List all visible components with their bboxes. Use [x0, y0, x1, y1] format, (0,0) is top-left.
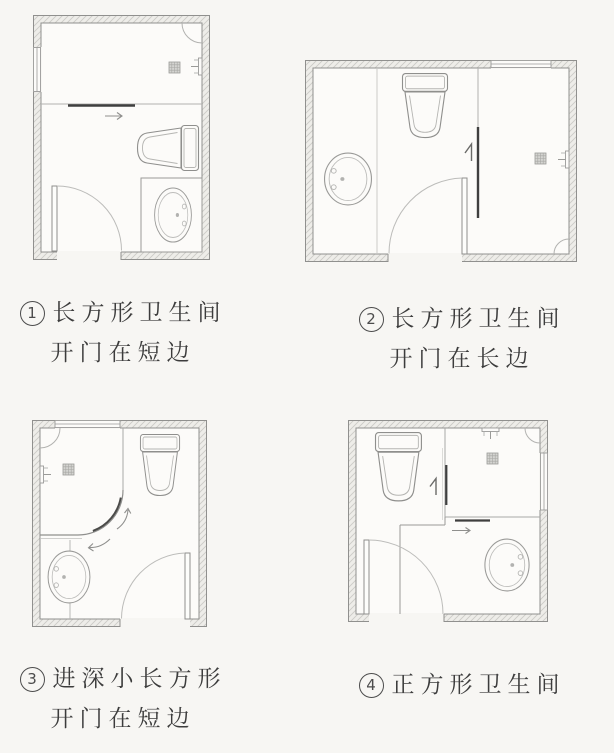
- sink-icon: [325, 153, 372, 205]
- floor-drain-icon: [63, 464, 74, 475]
- window: [539, 453, 548, 510]
- circled-number: 2: [359, 307, 384, 332]
- door-opening: [388, 253, 462, 262]
- floor-drain-icon: [535, 153, 546, 164]
- caption-line: [8, 294, 238, 332]
- floor-plan-1-drawing: [33, 15, 210, 260]
- door-opening: [57, 251, 121, 260]
- caption-1: [8, 294, 238, 372]
- window: [491, 60, 551, 69]
- floor-plan-4: [348, 420, 548, 622]
- caption-4: [342, 666, 582, 704]
- sink-icon: [48, 551, 90, 603]
- window: [33, 47, 42, 92]
- caption-line: [8, 334, 238, 372]
- sink-icon: [485, 539, 529, 591]
- caption-text: 长方形卫生间: [52, 300, 227, 326]
- floor-plan-3-drawing: [32, 420, 207, 627]
- floor-plan-1: [33, 15, 210, 260]
- floor-plan-2-drawing: [305, 60, 577, 262]
- floor-drain-icon: [487, 453, 498, 464]
- door-leaf: [185, 553, 190, 619]
- caption-2: [342, 300, 582, 378]
- floor-plan-3: [32, 420, 207, 627]
- door-opening: [120, 618, 190, 627]
- floor-plan-4-drawing: [348, 420, 548, 622]
- circled-number: 1: [20, 301, 45, 326]
- caption-text: 长方形卫生间: [391, 306, 566, 332]
- caption-line: [342, 300, 582, 338]
- caption-text: 开门在长边: [389, 346, 535, 372]
- caption-line: [8, 660, 238, 698]
- floor-plan-2: [305, 60, 577, 262]
- door-opening: [369, 613, 444, 622]
- circled-number: 4: [359, 673, 384, 698]
- door-leaf: [364, 540, 369, 614]
- sink-icon: [155, 188, 192, 242]
- door-leaf: [52, 186, 57, 251]
- circled-number: 3: [20, 667, 45, 692]
- caption-text: 开门在短边: [50, 706, 196, 732]
- caption-text: 开门在短边: [50, 340, 196, 366]
- caption-line: [342, 340, 582, 378]
- caption-text: 正方形卫生间: [391, 672, 566, 698]
- caption-line: [8, 700, 238, 738]
- door-leaf: [462, 178, 467, 254]
- caption-text: 进深小长方形: [52, 666, 227, 692]
- caption-3: [8, 660, 238, 738]
- window: [55, 420, 120, 429]
- caption-line: [342, 666, 582, 704]
- floor-drain-icon: [169, 62, 180, 73]
